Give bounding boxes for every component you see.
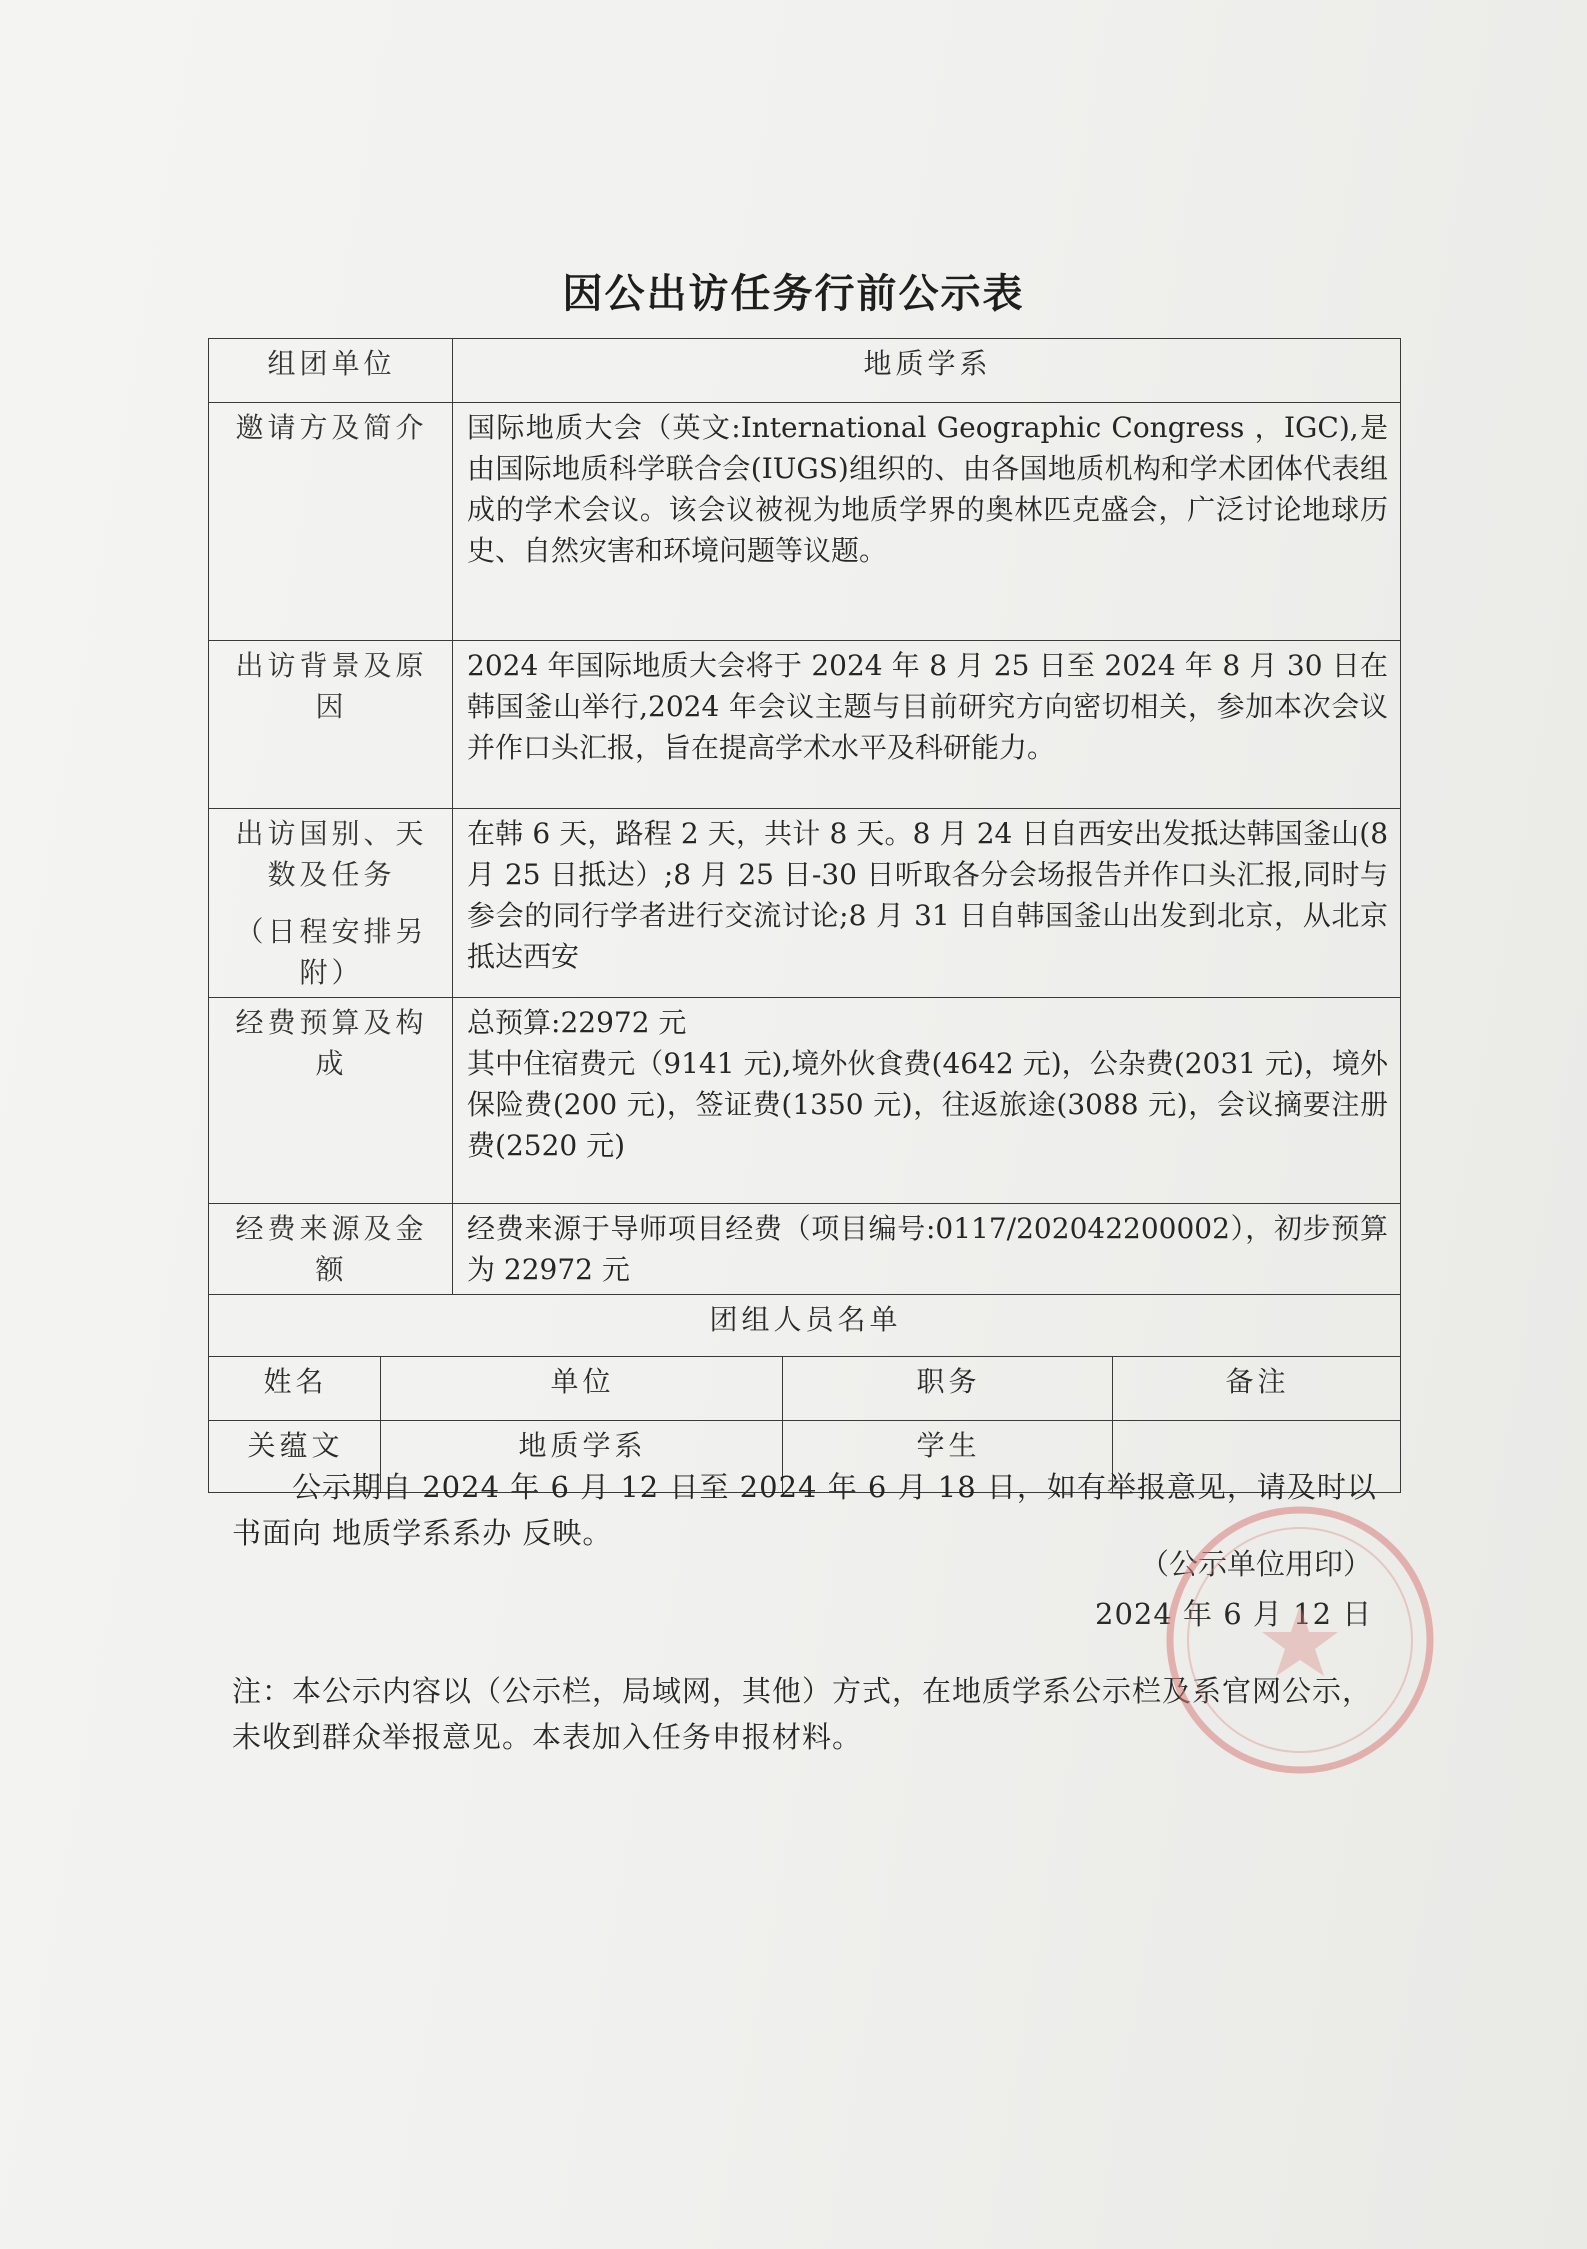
inviter-value: 国际地质大会（英文:International Geographic Congress ，IGC),是由国际地质科学联合会(IUGS)组织的、由各国地质机构和学术团体代表组成的学术会议。该会议被视为地质学界的奥林匹克盛会，广泛讨论地球历史、自然灾害和环境问题等议题。: [453, 403, 1401, 641]
members-header-row: [209, 1357, 1401, 1421]
footer-note: 注：本公示内容以（公示栏，局域网，其他）方式，在地质学系公示栏及系官网公示，未收到群众举报意见。本表加入任务申报材料。: [232, 1674, 1373, 1754]
country-label-line2: （日程安排另附）: [235, 915, 428, 989]
header-name: 姓名: [209, 1357, 381, 1421]
header-unit: 单位: [381, 1357, 783, 1421]
member-position: 学生: [783, 1421, 1113, 1493]
member-unit: 地质学系: [381, 1421, 783, 1493]
notice-date: 2024 年 6 月 12 日: [1095, 1597, 1373, 1631]
header-remark: 备注: [1113, 1357, 1401, 1421]
source-label: 经费来源及金额: [209, 1204, 453, 1295]
inviter-label: 邀请方及简介: [209, 403, 453, 641]
table-row: [209, 809, 1401, 998]
table-row: [209, 641, 1401, 809]
info-table: [208, 338, 1401, 1493]
country-value: 在韩 6 天，路程 2 天，共计 8 天。8 月 24 日自西安出发抵达韩国釜山(8 月 25 日抵达）;8 月 25 日-30 日听取各分会场报告并作口头汇报,同时与参会的同行学者进行交流讨论;8 月 31 日自韩国釜山出发到北京，从北京抵达西安: [453, 809, 1401, 998]
budget-detail: 其中住宿费元（9141 元),境外伙食费(4642 元)，公杂费(2031 元)，境外保险费(200 元)，签证费(1350 元)，往返旅途(3088 元)，会议摘要注册费(2520 元): [467, 1047, 1389, 1162]
org-label: 组团单位: [209, 339, 453, 403]
budget-value: [453, 998, 1401, 1204]
table-row: [209, 1204, 1401, 1295]
reason-label: 出访背景及原因: [209, 641, 453, 809]
notice-text: 公示期自 2024 年 6 月 12 日至 2024 年 6 月 18 日，如有举报意见，请及时以书面向 地质学系系办 反映。: [232, 1470, 1377, 1550]
table-row: [209, 998, 1401, 1204]
table-row: [209, 339, 1401, 403]
header-position: 职务: [783, 1357, 1113, 1421]
official-seal: [1150, 1490, 1450, 1790]
source-value: 经费来源于导师项目经费（项目编号:0117/202042200002），初步预算为 22972 元: [453, 1204, 1401, 1295]
page-title: 因公出访任务行前公示表: [562, 270, 1025, 317]
budget-total: 总预算:22972 元: [467, 1006, 687, 1039]
reason-value: 2024 年国际地质大会将于 2024 年 8 月 25 日至 2024 年 8 月 30 日在韩国釜山举行,2024 年会议主题与目前研究方向密切相关，参加本次会议并作口头汇报，旨在提高学术水平及科研能力。: [453, 641, 1401, 809]
country-label: [209, 809, 453, 998]
table-row: [209, 403, 1401, 641]
org-value: 地质学系: [453, 339, 1401, 403]
stamp-label: （公示单位用印）: [1140, 1547, 1373, 1581]
members-heading: 团组人员名单: [209, 1295, 1401, 1357]
table-row: [209, 1295, 1401, 1357]
budget-label: 经费预算及构成: [209, 998, 453, 1204]
member-name: 关蕴文: [209, 1421, 381, 1493]
country-label-line1: 出访国别、天数及任务: [235, 817, 428, 891]
